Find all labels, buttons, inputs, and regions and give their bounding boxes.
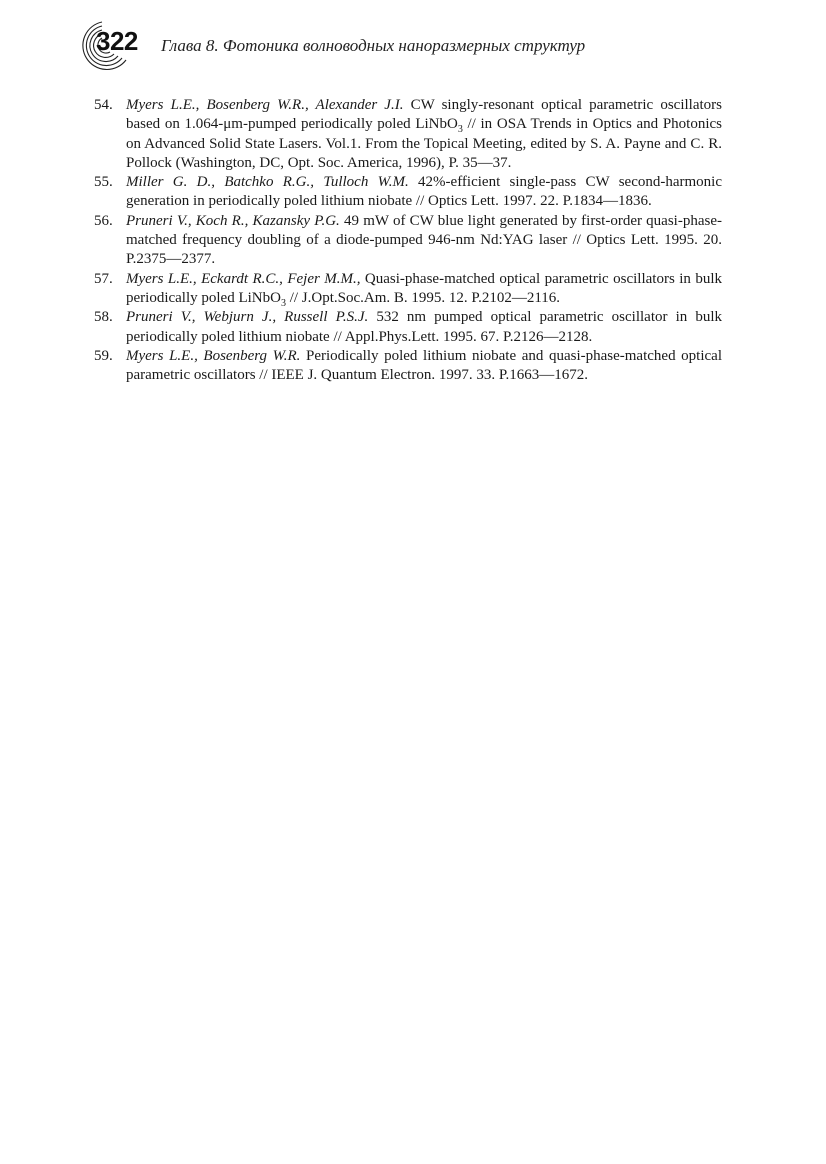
reference-text: Quasi-phase-matched optical parametric oscillators in bulk periodically poled LiNbO — [126, 270, 722, 306]
reference-authors: Pruneri V., Webjurn J., Russell P.S.J. — [126, 309, 369, 326]
subscript: 3 — [457, 124, 463, 136]
reference-number: 55. — [94, 174, 113, 191]
reference-authors: Myers L.E., Bosenberg W.R., Alexander J.I. — [126, 97, 404, 113]
reference-text-continued: // J.Opt.Soc.Am. B. 1995. 12. P.2102—2116. — [285, 289, 561, 306]
reference-list — [94, 96, 722, 385]
reference-text-continued: // in OSA Trends in Optics and Photonics on Advanced Solid State Lasers. Vol.1. From the Topical Meeting, edited by S. A. Payne and C. R. Pollock (Washington, DC, Opt. Soc. America, 1996), P. 35—37. — [126, 116, 722, 171]
reference-text: 42%-efficient single-pass CW second-harmonic generation in periodically poled lithium niobate // Optics Lett. 1997. 22. P.1834—1836. — [126, 174, 722, 210]
reference-item — [94, 308, 722, 347]
reference-authors: Myers L.E., Eckardt R.C., Fejer M.M., — [126, 270, 361, 287]
page-number: 322 — [96, 26, 138, 56]
reference-number: 58. — [94, 309, 113, 326]
reference-text: CW singly-resonant optical parametric oscillators based on 1.064-μm-pumped periodically poled LiNbO — [126, 97, 722, 133]
reference-number: 54. — [94, 97, 113, 113]
running-head: Глава 8. Фотоника волноводных наноразмерных структур — [161, 36, 586, 55]
page-number-badge — [72, 16, 152, 76]
reference-item — [94, 347, 722, 386]
reference-item — [94, 212, 722, 270]
reference-number: 57. — [94, 270, 113, 287]
reference-text: 49 mW of CW blue light generated by first-order quasi-phase-matched frequency doubling of a diode-pumped 946-nm Nd:YAG laser // Optics Lett. 1995. 20. P.2375—2377. — [126, 212, 722, 268]
reference-text: Periodically poled lithium niobate and quasi-phase-matched optical parametric oscillators // IEEE J. Quantum Electron. 1997. 33. P.1663—1672. — [126, 347, 722, 384]
reference-item — [94, 96, 722, 173]
reference-authors: Miller G. D., Batchko R.G., Tulloch W.M. — [126, 174, 409, 191]
reference-item — [94, 270, 722, 309]
reference-text: 532 nm pumped optical parametric oscillator in bulk periodically poled lithium niobate // Appl.Phys.Lett. 1995. 67. P.2126—2128. — [126, 309, 723, 345]
subscript: 3 — [280, 297, 286, 309]
reference-authors: Myers L.E., Bosenberg W.R. — [126, 347, 301, 364]
reference-authors: Pruneri V., Koch R., Kazansky P.G. — [126, 212, 340, 229]
page-header — [72, 16, 752, 76]
reference-number: 56. — [94, 212, 113, 229]
reference-number: 59. — [94, 347, 113, 364]
reference-item — [94, 173, 722, 212]
